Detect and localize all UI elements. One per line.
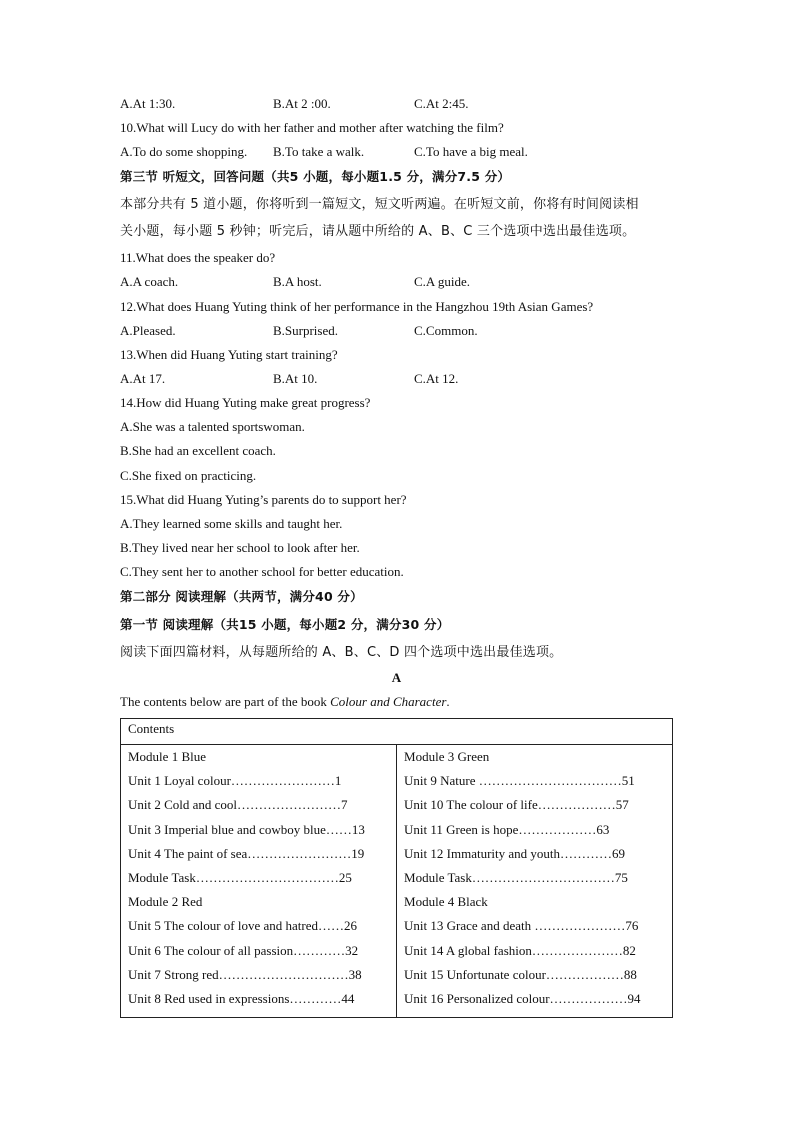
contents-entry: Unit 12 Immaturity and youth…………69 bbox=[404, 845, 626, 861]
part2-section1-heading: 第一节 阅读理解（共15 小题，每小题2 分，满分30 分） bbox=[120, 617, 450, 632]
contents-entry: Unit 9 Nature ……………………………51 bbox=[404, 773, 635, 789]
q13-question: 13.When did Huang Yuting start training? bbox=[120, 347, 338, 362]
contents-right-column bbox=[397, 745, 673, 1018]
q9-option-a: A.At 1:30. bbox=[120, 96, 176, 111]
contents-entry: Unit 15 Unfortunate colour………………88 bbox=[404, 966, 637, 982]
q10-option-a: A.To do some shopping. bbox=[120, 144, 248, 159]
q10-question: 10.What will Lucy do with her father and mother after watching the film? bbox=[120, 120, 504, 135]
q13-option-c: C.At 12. bbox=[414, 371, 459, 386]
contents-entry: Unit 2 Cold and cool……………………7 bbox=[128, 797, 348, 813]
contents-entry: Unit 10 The colour of life………………57 bbox=[404, 797, 629, 813]
contents-entry: Unit 7 Strong red…………………………38 bbox=[128, 966, 362, 982]
contents-entry: Unit 4 The paint of sea……………………19 bbox=[128, 845, 365, 861]
q10-option-b: B.To take a walk. bbox=[273, 144, 365, 159]
contents-entry: Unit 13 Grace and death …………………76 bbox=[404, 918, 639, 934]
contents-header: Contents bbox=[121, 719, 673, 745]
contents-entry: Module Task……………………………25 bbox=[128, 869, 352, 885]
q11-option-c: C.A guide. bbox=[414, 274, 470, 289]
contents-entry: Unit 5 The colour of love and hatred……26 bbox=[128, 918, 358, 934]
book-title: Colour and Character bbox=[330, 694, 447, 709]
passage-intro-prefix: The contents below are part of the book bbox=[120, 694, 331, 709]
q15-question: 15.What did Huang Yuting’s parents do to support her? bbox=[120, 492, 407, 507]
contents-entry: Module 1 Blue bbox=[128, 749, 206, 764]
q14-question: 14.How did Huang Yuting make great progress? bbox=[120, 395, 371, 410]
contents-left-column bbox=[121, 745, 397, 1018]
q13-option-a: A.At 17. bbox=[120, 371, 166, 386]
q14-option-b: B.She had an excellent coach. bbox=[120, 443, 276, 458]
contents-entry: Unit 1 Loyal colour……………………1 bbox=[128, 773, 342, 789]
contents-entry: Unit 8 Red used in expressions…………44 bbox=[128, 990, 355, 1006]
contents-table bbox=[120, 718, 673, 1018]
q12-question: 12.What does Huang Yuting think of her performance in the Hangzhou 19th Asian Games? bbox=[120, 299, 594, 314]
q9-option-c: C.At 2:45. bbox=[414, 96, 469, 111]
q11-option-b: B.A host. bbox=[273, 274, 322, 289]
q15-option-b: B.They lived near her school to look after her. bbox=[120, 540, 360, 555]
passage-intro bbox=[120, 694, 450, 710]
passage-intro-suffix: . bbox=[446, 694, 450, 709]
contents-entry: Module 4 Black bbox=[404, 894, 488, 910]
q10-option-c: C.To have a big meal. bbox=[414, 144, 528, 159]
contents-entry: Module 2 Red bbox=[128, 894, 203, 910]
q12-option-a: A.Pleased. bbox=[120, 323, 176, 338]
q13-option-b: B.At 10. bbox=[273, 371, 318, 386]
contents-entry: Unit 16 Personalized colour………………94 bbox=[404, 990, 641, 1006]
contents-entry: Unit 6 The colour of all passion…………32 bbox=[128, 942, 359, 958]
part2-instruction: 阅读下面四篇材料，从每题所给的 A、B、C、D 四个选项中选出最佳选项。 bbox=[120, 645, 563, 660]
q15-option-a: A.They learned some skills and taught her. bbox=[120, 516, 343, 531]
contents-entry: Module Task……………………………75 bbox=[404, 869, 628, 885]
contents-entry: Module 3 Green bbox=[404, 749, 490, 764]
contents-entry: Unit 3 Imperial blue and cowboy blue……13 bbox=[128, 821, 365, 837]
passage-label: A bbox=[391, 670, 402, 685]
q12-option-c: C.Common. bbox=[414, 323, 478, 338]
q14-option-a: A.She was a talented sportswoman. bbox=[120, 419, 305, 434]
section3-instruction-line1: 本部分共有 5 道小题，你将听到一篇短文，短文听两遍。在听短文前，你将有时间阅读相 bbox=[120, 197, 639, 212]
contents-entry: Unit 14 A global fashion…………………82 bbox=[404, 942, 636, 958]
q11-question: 11.What does the speaker do? bbox=[120, 250, 276, 265]
section3-instruction-line2: 关小题，每小题 5 秒钟；听完后，请从题中所给的 A、B、C 三个选项中选出最佳选项。 bbox=[120, 224, 636, 239]
q14-option-c: C.She fixed on practicing. bbox=[120, 468, 257, 483]
q9-option-b: B.At 2 :00. bbox=[273, 96, 331, 111]
contents-entry: Unit 11 Green is hope………………63 bbox=[404, 821, 610, 837]
q12-option-b: B.Surprised. bbox=[273, 323, 338, 338]
q15-option-c: C.They sent her to another school for better education. bbox=[120, 564, 404, 579]
section3-heading: 第三节 听短文，回答问题（共5 小题，每小题1.5 分，满分7.5 分） bbox=[120, 169, 511, 184]
part2-heading: 第二部分 阅读理解（共两节，满分40 分） bbox=[120, 589, 363, 604]
q11-option-a: A.A coach. bbox=[120, 274, 179, 289]
